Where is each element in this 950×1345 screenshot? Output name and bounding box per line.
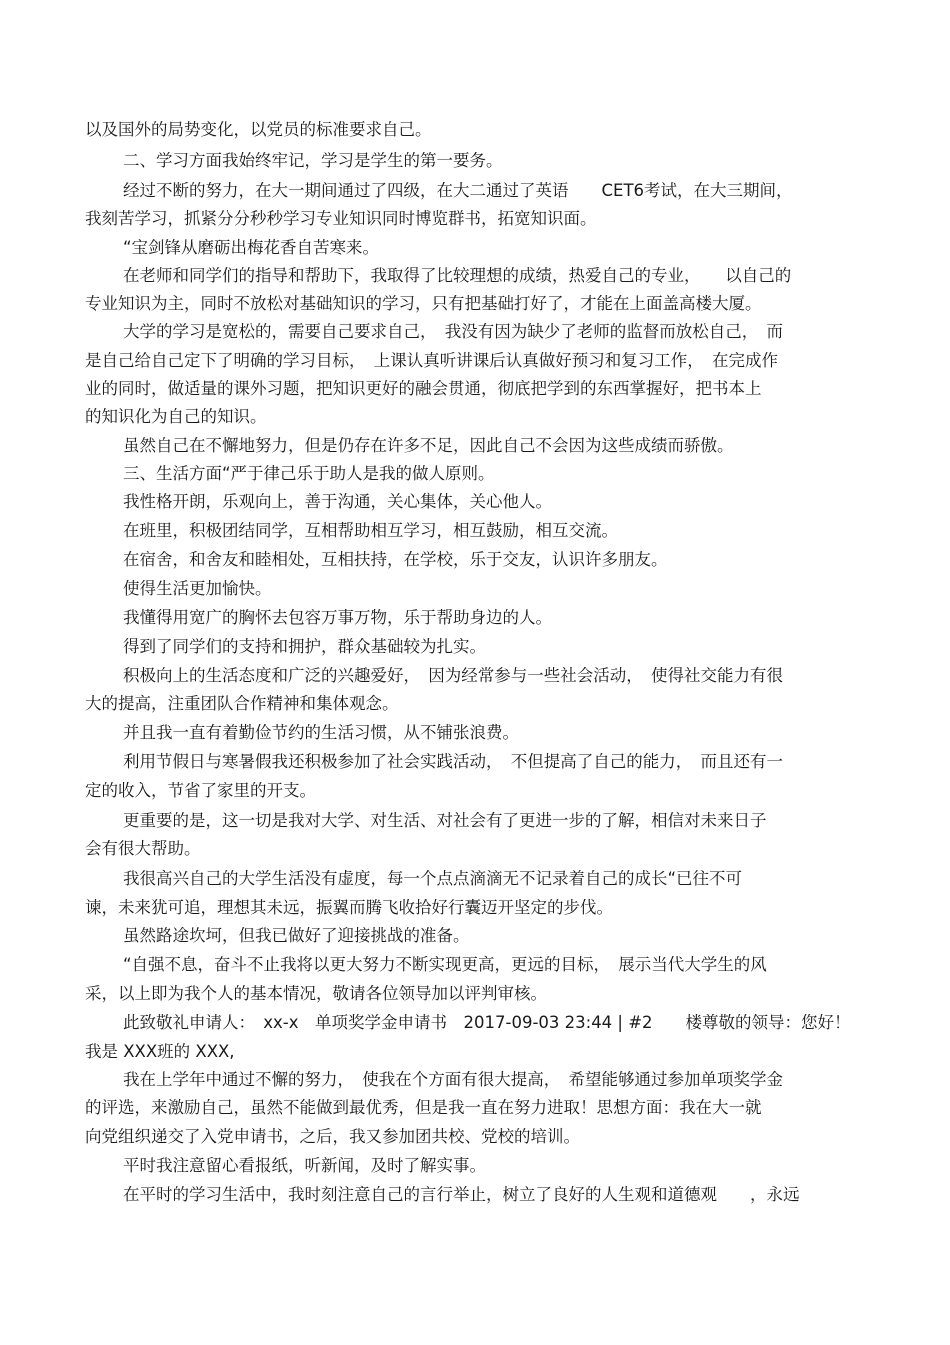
- text-line: 向党组织递交了入党申请书，之后，我又参加团共校、党校的培训。: [85, 1127, 580, 1146]
- text-line: 在老师和同学们的指导和帮助下，我取得了比较理想的成绩，热爱自己的专业， 以自己的: [123, 266, 792, 285]
- text-line: 定的收入，节省了家里的开支。: [85, 781, 316, 800]
- text-line: 大的提高，注重团队合作精神和集体观念。: [85, 694, 399, 713]
- text-line: 会有很大帮助。: [85, 839, 201, 858]
- text-line: 我刻苦学习，抓紧分分秒秒学习专业知识同时博览群书，拓宽知识面。: [85, 209, 597, 228]
- text-line: 虽然自己在不懈地努力，但是仍存在许多不足，因此自己不会因为这些成绩而骄傲。: [123, 436, 734, 455]
- text-line: 的评选，来激励自己，虽然不能做到最优秀，但是我一直在努力进取！思想方面：我在大一就: [85, 1098, 762, 1117]
- text-line: 大学的学习是宽松的，需要自己要求自己， 我没有因为缺少了老师的监督而放松自己， 而: [123, 322, 783, 341]
- text-line: 使得生活更加愉快。: [123, 579, 272, 598]
- text-line: 在班里，积极团结同学，互相帮助相互学习，相互鼓励，相互交流。: [123, 521, 618, 540]
- text-line: 得到了同学们的支持和拥护，群众基础较为扎实。: [123, 637, 486, 656]
- text-line: 经过不断的努力，在大一期间通过了四级，在大二通过了英语 CET6考试，在大三期间，: [123, 181, 793, 200]
- text-line: 的知识化为自己的知识。: [85, 407, 267, 426]
- text-line: 平时我注意留心看报纸，听新闻，及时了解实事。: [123, 1156, 486, 1175]
- text-line: 此致敬礼申请人： xx-x 单项奖学金申请书 2017-09-03 23:44 | #2 楼尊敬的领导：您好！: [123, 1013, 851, 1032]
- text-line: 虽然路途坎坷，但我已做好了迎接挑战的准备。: [123, 926, 470, 945]
- text-line: 是自己给自己定下了明确的学习目标， 上课认真听讲课后认真做好预习和复习工作， 在完成作: [85, 351, 778, 370]
- text-line: 在宿舍，和舍友和睦相处，互相扶持，在学校，乐于交友，认识许多朋友。: [123, 550, 668, 569]
- text-line: 三、生活方面“严于律己乐于助人是我的做人原则。: [123, 464, 495, 483]
- text-line: 我在上学年中通过不懈的努力， 使我在个方面有很大提高， 希望能够通过参加单项奖学金: [123, 1070, 783, 1089]
- text-line: 采，以上即为我个人的基本情况，敬请各位领导加以评判审核。: [85, 984, 547, 1003]
- text-line: 我性格开朗，乐观向上，善于沟通，关心集体，关心他人。: [123, 492, 552, 511]
- text-line: 谏，未来犹可追，理想其未远，振翼而腾飞收拾好行囊迈开坚定的步伐。: [85, 898, 613, 917]
- text-line: 我是 XXX班的 XXX,: [85, 1042, 235, 1061]
- text-line: 积极向上的生活态度和广泛的兴趣爱好， 因为经常参与一些社会活动， 使得社交能力有很: [123, 666, 783, 685]
- text-line: 业的同时，做适量的课外习题，把知识更好的融会贯通，彻底把学到的东西掌握好，把书本上: [85, 379, 762, 398]
- text-line: 以及国外的局势变化，以党员的标准要求自己。: [85, 120, 432, 139]
- text-line: 并且我一直有着勤俭节约的生活习惯，从不铺张浪费。: [123, 723, 519, 742]
- text-line: “自强不息，奋斗不止我将以更大努力不断实现更高，更远的目标， 展示当代大学生的风: [123, 955, 767, 974]
- text-line: 我懂得用宽广的胸怀去包容万事万物，乐于帮助身边的人。: [123, 608, 552, 627]
- text-line: 在平时的学习生活中，我时刻注意自己的言行举止，树立了良好的人生观和道德观 ，永远: [123, 1185, 800, 1204]
- text-line: 二、学习方面我始终牢记，学习是学生的第一要务。: [123, 151, 503, 170]
- text-line: “宝剑锋从磨砺出梅花香自苦寒来。: [123, 238, 380, 257]
- text-line: 利用节假日与寒暑假我还积极参加了社会实践活动， 不但提高了自己的能力， 而且还有一: [123, 752, 783, 771]
- text-line: 我很高兴自己的大学生活没有虚度，每一个点点滴滴无不记录着自己的成长“已往不可: [123, 869, 743, 888]
- text-line: 专业知识为主，同时不放松对基础知识的学习，只有把基础打好了，才能在上面盖高楼大厦。: [85, 294, 762, 313]
- text-line: 更重要的是，这一切是我对大学、对生活、对社会有了更进一步的了解，相信对未来日子: [123, 811, 767, 830]
